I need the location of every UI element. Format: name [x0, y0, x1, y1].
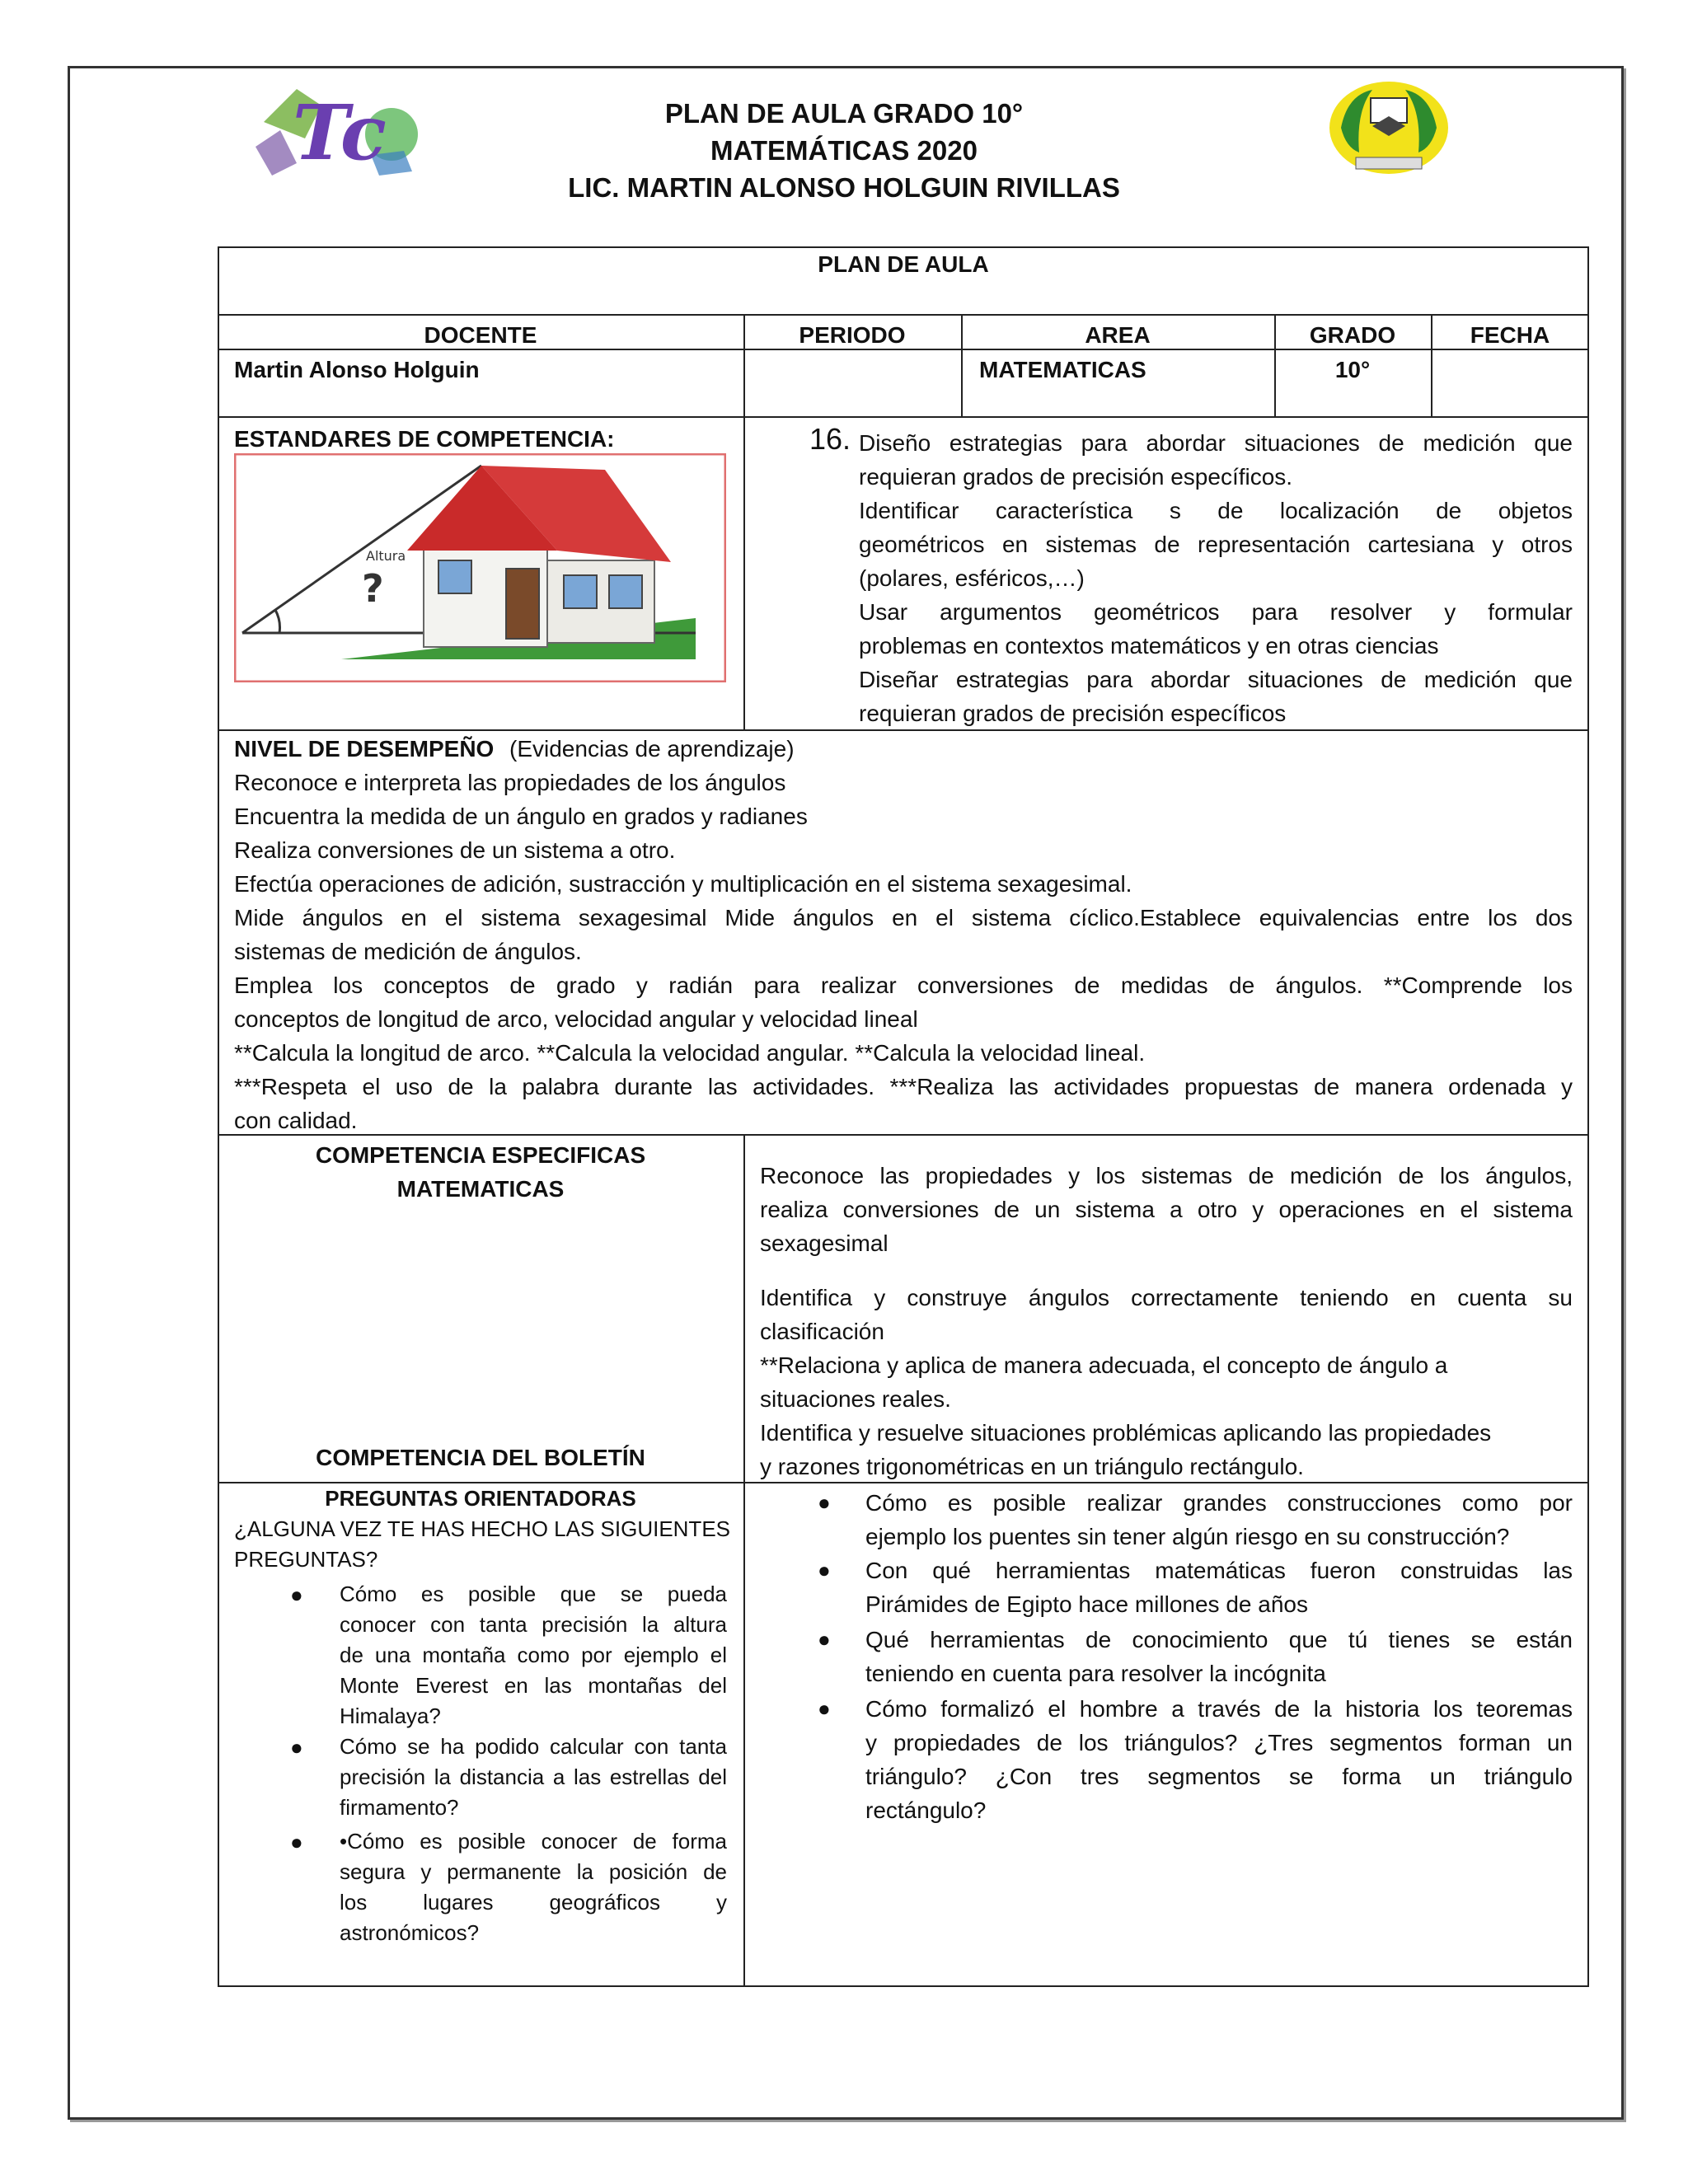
col-area: AREA — [1085, 322, 1151, 348]
specific-competency-heading: COMPETENCIA ESPECIFICAS — [315, 1142, 646, 1168]
svg-text:Altura: Altura — [366, 548, 406, 564]
col-grado: GRADO — [1309, 322, 1396, 348]
standards-heading: ESTANDARES DE COMPETENCIA: — [234, 426, 615, 452]
standards-number: 16. — [809, 422, 851, 456]
bullet-icon: ● — [290, 1735, 303, 1760]
col-docente: DOCENTE — [424, 322, 537, 348]
svg-text:?: ? — [362, 566, 384, 611]
bulletin-competency-heading: COMPETENCIA DEL BOLETÍN — [316, 1445, 645, 1470]
header-title: PLAN DE AULA GRADO 10° — [664, 98, 1024, 129]
questions-heading: PREGUNTAS ORIENTADORAS — [325, 1486, 636, 1511]
questions-intro-2: PREGUNTAS? — [234, 1547, 378, 1572]
header-teacher: LIC. MARTIN ALONSO HOLGUIN RIVILLAS — [568, 172, 1120, 203]
col-fecha: FECHA — [1470, 322, 1550, 348]
document-header — [0, 95, 1688, 206]
house-triangle-icon — [234, 453, 726, 682]
col-periodo: PERIODO — [799, 322, 906, 348]
performance-subheading: (Evidencias de aprendizaje) — [509, 736, 795, 762]
table-title: PLAN DE AULA — [818, 251, 989, 277]
bullet-icon: ● — [290, 1830, 303, 1854]
bullet-icon: ● — [818, 1558, 831, 1582]
cell-grado: 10° — [1334, 357, 1371, 382]
bullet-icon: ● — [290, 1582, 303, 1607]
cell-area: MATEMATICAS — [979, 357, 1146, 382]
header-subject: MATEMÁTICAS 2020 — [710, 135, 978, 166]
bullet-icon: ● — [818, 1696, 831, 1721]
performance-heading: NIVEL DE DESEMPEÑO — [234, 736, 495, 762]
specific-competency-heading-2: MATEMATICAS — [396, 1176, 565, 1202]
cell-docente: Martin Alonso Holguin — [234, 357, 480, 382]
bullet-icon: ● — [818, 1627, 831, 1652]
questions-intro: ¿ALGUNA VEZ TE HAS HECHO LAS SIGUIENTES — [234, 1516, 730, 1541]
svg-text:Tc: Tc — [293, 88, 387, 177]
bullet-icon: ● — [818, 1490, 831, 1515]
